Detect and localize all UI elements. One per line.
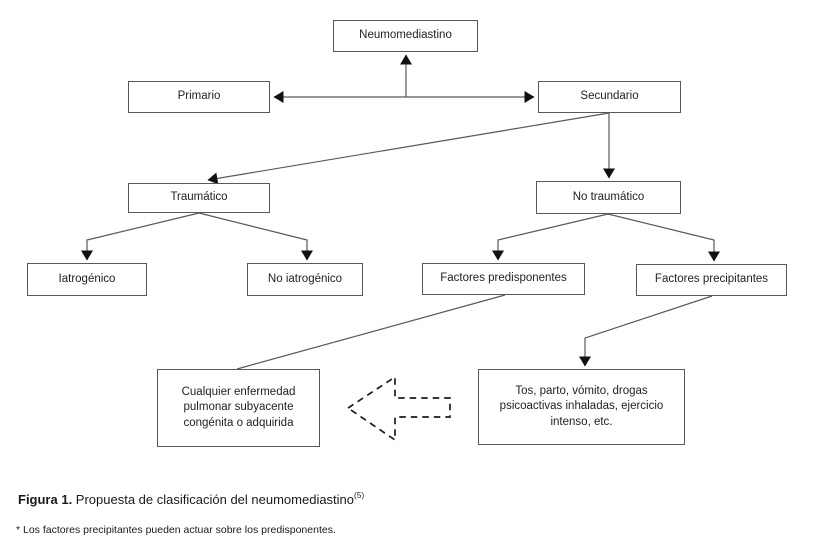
figure-caption-label: Figura 1.: [18, 492, 73, 507]
node-no-traumatico: No traumático: [536, 181, 681, 214]
figure-caption: [18, 491, 364, 507]
figure-footnote: * Los factores precipitantes pueden actuar sobre los predisponentes.: [16, 524, 336, 536]
node-enfermedad-subyacente: Cualquier enfermedad pulmonar subyacente congénita o adquirida: [157, 369, 320, 447]
node-neumomediastino: Neumomediastino: [333, 20, 478, 52]
connector-notraumatico-precipitantes: [608, 214, 714, 261]
node-iatrogenico: Iatrogénico: [27, 263, 147, 296]
dashed-left-block-arrow-icon: [348, 377, 450, 440]
node-primario: Primario: [128, 81, 270, 113]
node-factores-predisponentes: Factores predisponentes: [422, 263, 585, 295]
connector-traumatico-iatrogenico: [87, 213, 199, 260]
node-traumatico: Traumático: [128, 183, 270, 213]
node-factores-precipitantes: Factores precipitantes: [636, 264, 787, 296]
connector-notraumatico-predisponentes: [498, 214, 608, 260]
connector-secundario-traumatico: [208, 113, 609, 180]
figure-caption-reference: (5): [354, 491, 365, 500]
connector-predisponentes-enfermedad: [237, 295, 505, 369]
node-secundario: Secundario: [538, 81, 681, 113]
node-no-iatrogenico: No iatrogénico: [247, 263, 363, 296]
figure-caption-text: Propuesta de clasificación del neumomediastino: [72, 492, 355, 507]
connector-traumatico-noiatrogenico: [199, 213, 307, 260]
connector-precipitantes-causas: [585, 296, 712, 366]
node-causas-precipitantes: Tos, parto, vómito, drogas psicoactivas inhaladas, ejercicio intenso, etc.: [478, 369, 685, 445]
